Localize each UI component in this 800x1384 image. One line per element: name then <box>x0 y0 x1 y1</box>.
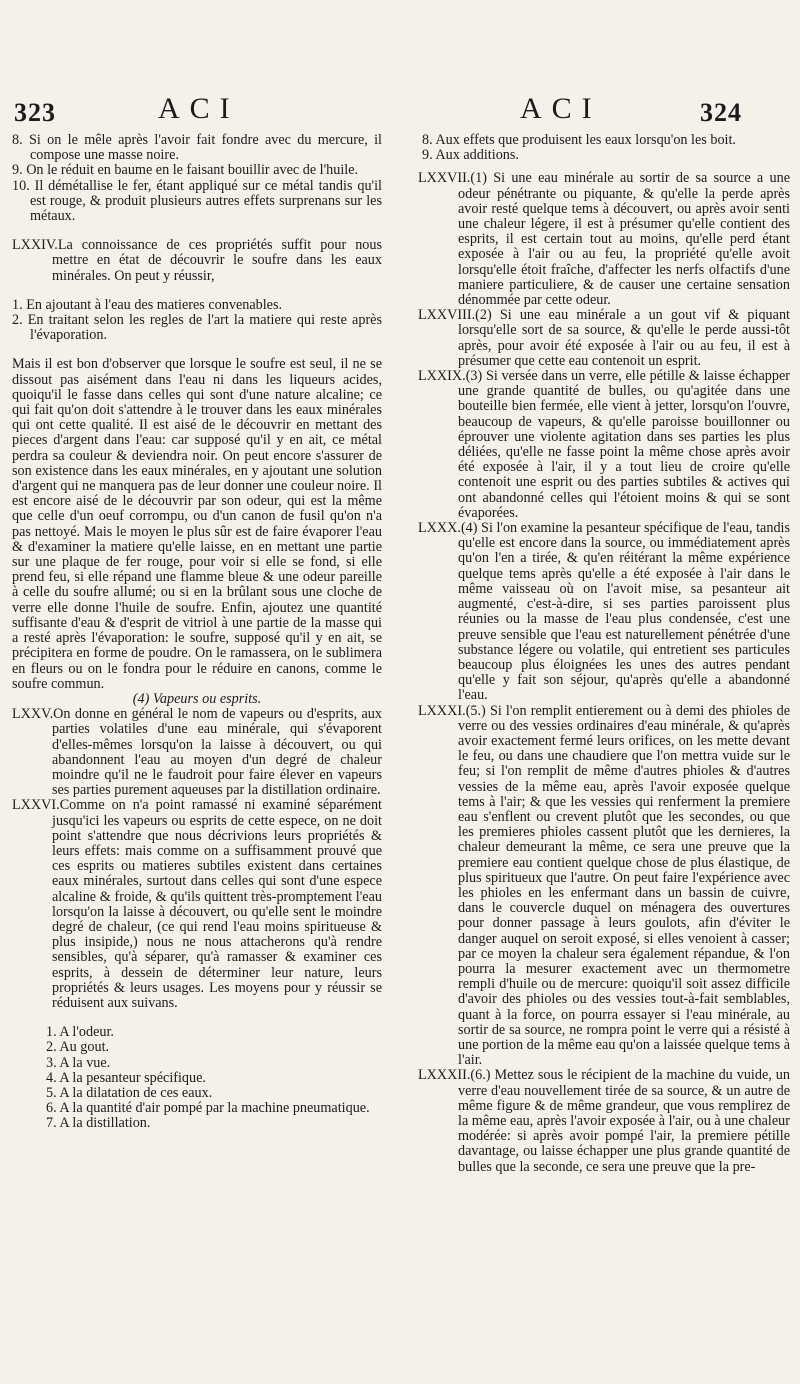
article-number: LXXVI. <box>12 797 60 814</box>
methods-list <box>12 1025 382 1131</box>
article-text: (1) Si une eau minérale au sortir de sa source a une odeur pénétrante ou piquante, & qu'elle la perde après avoir resté quelque tems à découvert, ou après avoir senti une chaleur légere, il est à présumer qu'elle contient des esprits, il est certain tout au moins, qu'elle perd étant exposée à l'air ou au feu, la propriété qu'elle avoit lorsqu'elle étoit fraîche, d'affecter les nerfs olfactifs d'une maniere particuliere, & de causer une certaine sensation dénommée par cette odeur. <box>458 170 790 309</box>
article-text: Comme on n'a point ramassé ni examiné séparément jusqu'ici les vapeurs ou esprits de cette espece, on ne doit point s'attendre que nous décrivions leurs propriétés & leurs effets: mais comme on a suffisamment prouvé que ces esprits ou matieres subtiles existent dans certaines eaux minérales, surtout dans celles qui sont d'une espece alcaline & froide, & qu'ils quittent très-promptement l'eau lorsqu'on la laisse à découvert, ou qu'elle sent le moindre degré de chaleur, (ce qui rend l'eau moins spiritueuse & plus insipide,) nous ne nous attacherons qu'à rendre sensibles, qu'à séparer, qu'à ramasser & examiner ces esprits, à dessein de déterminer leur nature, leurs propriétés & leurs usages. Les moyens pour y réussir se réduisent aux suivans. <box>52 797 382 1011</box>
article-number: LXXX. <box>418 520 461 537</box>
list-item: 8. Si on le mêle après l'avoir fait fondre avec du mercure, il compose une masse noire. <box>12 132 382 164</box>
left-page-number: 323 <box>14 98 56 127</box>
article-number: LXXIV. <box>12 237 58 254</box>
article-number: LXXV. <box>12 706 54 723</box>
article-lxxiv <box>12 238 382 284</box>
article-lxxvi <box>12 798 382 1011</box>
right-column <box>418 133 790 1175</box>
list-item: 5. A la dilatation de ces eaux. <box>46 1084 213 1101</box>
article-text: La connoissance de ces propriétés suffit pour nous mettre en état de découvrir le soufre dans les eaux minérales. On peut y réussir, <box>52 237 382 284</box>
list-item: 2. En traitant selon les regles de l'art la matiere qui reste après l'évaporation. <box>12 312 382 344</box>
article-text: (2) Si une eau minérale a un gout vif & piquant lorsqu'elle sort de sa source, & qu'elle le perde aussi-tôt après, pour avoir été exposée à l'air ou au feu, il est à présumer que cette eau contenoit un esprit. <box>458 307 790 369</box>
article-lxxxii <box>418 1068 790 1174</box>
list-item: 10. Il démétallise le fer, étant appliqué sur ce métal tandis qu'il est rouge, & produit plusieurs autres effets surprenans sur les métaux. <box>12 177 382 225</box>
article-lxxv <box>12 707 382 798</box>
article-text: (4) Si l'on examine la pesanteur spécifique de l'eau, tandis qu'elle est encore dans la source, ou immédiatement après qu'on l'en a tirée, & qu'en réitérant la même expérience quelque tems après qu'elle a été exposée à l'air dans le même vaisseau où on l'avoit mise, sa pesanteur ait augmenté, c'est-à-dire, si ses parties paroissent plus réunies ou la masse de l'eau plus condensée, c'est une preuve sensible que l'eau est naturellement pénétrée d'une substance légere ou volatile, qui entretient ses particules beaucoup plus éloignées les unes des autres pendant qu'elle y fait son séjour, qu'après qu'elle a abandonné l'eau. <box>458 520 790 704</box>
article-text: On donne en général le nom de vapeurs ou d'esprits, aux parties volatiles d'une eau minérale, qui s'évaporent d'elles-mêmes lorsqu'on la laisse à découvert, ou qui abandonnent l'eau au moyen d'un degré de chaleur moindre qu'il ne le faudroit pour faire élever en vapeurs ses parties purement aqueuses par la distillation ordinaire. <box>52 706 382 799</box>
left-running-head: ACI <box>158 92 240 125</box>
list-item: 9. On le réduit en baume en le faisant bouillir avec de l'huile. <box>12 162 359 179</box>
article-lxxix <box>418 369 790 521</box>
article-number: LXXVII. <box>418 170 471 187</box>
list-item: 1. En ajoutant à l'eau des matieres convenables. <box>12 296 283 313</box>
list-item: 7. A la distillation. <box>46 1115 151 1132</box>
list-item: 3. A la vue. <box>46 1054 111 1071</box>
article-number: LXXXI. <box>418 702 466 719</box>
article-text: (3) Si versée dans un verre, elle pétille & laisse échapper une grande quantité de bulles, ou qu'agitée dans une bouteille bien fermée, elle vient à jetter, lorsqu'on l'ouvre, beaucoup de vapeurs, & qu'elle paroisse bouillonner ou éprouver une violente agitation dans ses parties les plus déliées, qu'elle ne fasse point la même chose après avoir été exposée à l'air, il y a tout lieu de croire qu'elle contenoit une esprit ou des parties subtiles & actives qui ont abandonné celles qui l'étoient moins & qui se sont évaporées. <box>458 368 790 521</box>
list-item: 1. A l'odeur. <box>46 1024 114 1041</box>
list-item: 6. A la quantité d'air pompé par la machine pneumatique. <box>46 1100 370 1117</box>
left-column <box>12 133 382 1132</box>
list-item: 4. A la pesanteur spécifique. <box>46 1069 206 1086</box>
list-item: 9. Aux additions. <box>422 147 519 164</box>
article-number: LXXXII. <box>418 1067 471 1084</box>
article-lxxviii <box>418 308 790 369</box>
list-item: 8. Aux effets que produisent les eaux lorsqu'on les boit. <box>422 132 736 148</box>
article-number: LXXVIII. <box>418 307 476 324</box>
article-lxxxi <box>418 704 790 1069</box>
paragraph: Mais il est bon d'observer que lorsque le soufre est seul, il ne se dissout pas aisément dans l'eau ni dans les liqueurs acides, quoiqu'il le fasse dans celles qui sont d'une nature alcaline; ce qui fait qu'on doit s'attendre à le trouver dans les eaux minérales qui ont cette qualité. Il est aisé de le découvrir en mettant des pieces d'argent dans l'eau: car supposé qu'il y en ait, ce métal perdra sa couleur & deviendra noir. On peut encore s'assurer de son existence dans les eaux minérales, en y ajoutant une solution d'argent qui ne manquera pas de leur donner une couleur noire. Il est encore aisé de le découvrir par son odeur, qui est la même que celle d'un oeuf corrompu, ou d'un canon de fusil qu'on n'a pas nettoyé. Mais le moyen le plus sûr est de faire évaporer l'eau & d'examiner la matiere qu'elle laisse, en en mettant une partie sur une plaque de fer rouge, pour voir si elle se fond, si elle prend feu, si elle répand une flamme bleue & une odeur pareille à celle du soufre allumé; ou si en la brûlant sous une cloche de verre elle donne l'huile de soufre. Enfin, ajoutez une quantité suffisante d'eau & d'esprit de vitriol à une partie de la masse qui a resté après l'évaporation: le soufre, supposé qu'il y en ait, se précipitera en forme de poudre. On le ramassera, on le sublimera en fleurs ou on le fondra pour le réduire en canons, comme le soufre commun. <box>12 356 382 692</box>
article-text: (5.) Si l'on remplit entierement ou à demi des phioles de verre ou des vessies ordinaires d'eau minérale, & qu'après avoir exactement fermé leurs orifices, on les mette devant le feu, ou dans une chaudiere que l'on mettra vuide sur le feu; si l'on remplit de même d'autres phioles & d'autres vessies de la même eau, après l'avoir exposée quelque tems à l'air; & que les vessies qui renferment la premiere eau s'enflent ou crevent plutôt que les secondes, ou que les premieres phioles cassent plutôt que les dernieres, la chaleur demeurant la même, ce sera une preuve que la premiere eau contient quelque chose de plus élastique, de plus spiritueux que l'autre. On peut faire l'expérience avec les phioles en les enfermant dans un bassin de cuivre, dans le couvercle duquel on ménagera des ouvertures pour donner passage à leurs goulots, afin d'éviter le danger auquel on seroit exposé, si elles venoient à casser; par ce moyen la chaleur sera également répandue, & l'on pourra la mesurer exactement avec un thermometre rempli d'huile ou de mercure: quoiqu'il soit assez difficile d'avoir des phioles ou des vessies tout-à-fait semblables, quant à la force, on pourra essayer si l'eau minérale, au sortir de sa source, ne rompra point le verre qui a résisté à une portion de la même eau qu'on a laissée quelque tems à l'air. <box>458 702 790 1069</box>
right-running-head: ACI <box>520 92 602 125</box>
article-text: (6.) Mettez sous le récipient de la machine du vuide, un verre d'eau nouvellement tirée de sa source, & un autre de même figure & de même grandeur, que vous remplirez de la même eau, après l'avoir exposée à l'air, ou à une chaleur modérée: si après avoir pompé l'air, la premiere pétille davantage, ou laisse échapper une plus grande quantité de bulles que la seconde, ce sera une preuve que la pre- <box>458 1067 790 1175</box>
page-header <box>0 92 800 132</box>
methods-list-continued <box>418 133 790 163</box>
article-number: LXXIX. <box>418 368 466 385</box>
list-item: 2. Au gout. <box>46 1039 110 1056</box>
section-heading: (4) Vapeurs ou esprits. <box>132 690 262 707</box>
right-page-number: 324 <box>700 98 742 127</box>
article-lxxvii <box>418 171 790 308</box>
article-lxxx <box>418 521 790 703</box>
